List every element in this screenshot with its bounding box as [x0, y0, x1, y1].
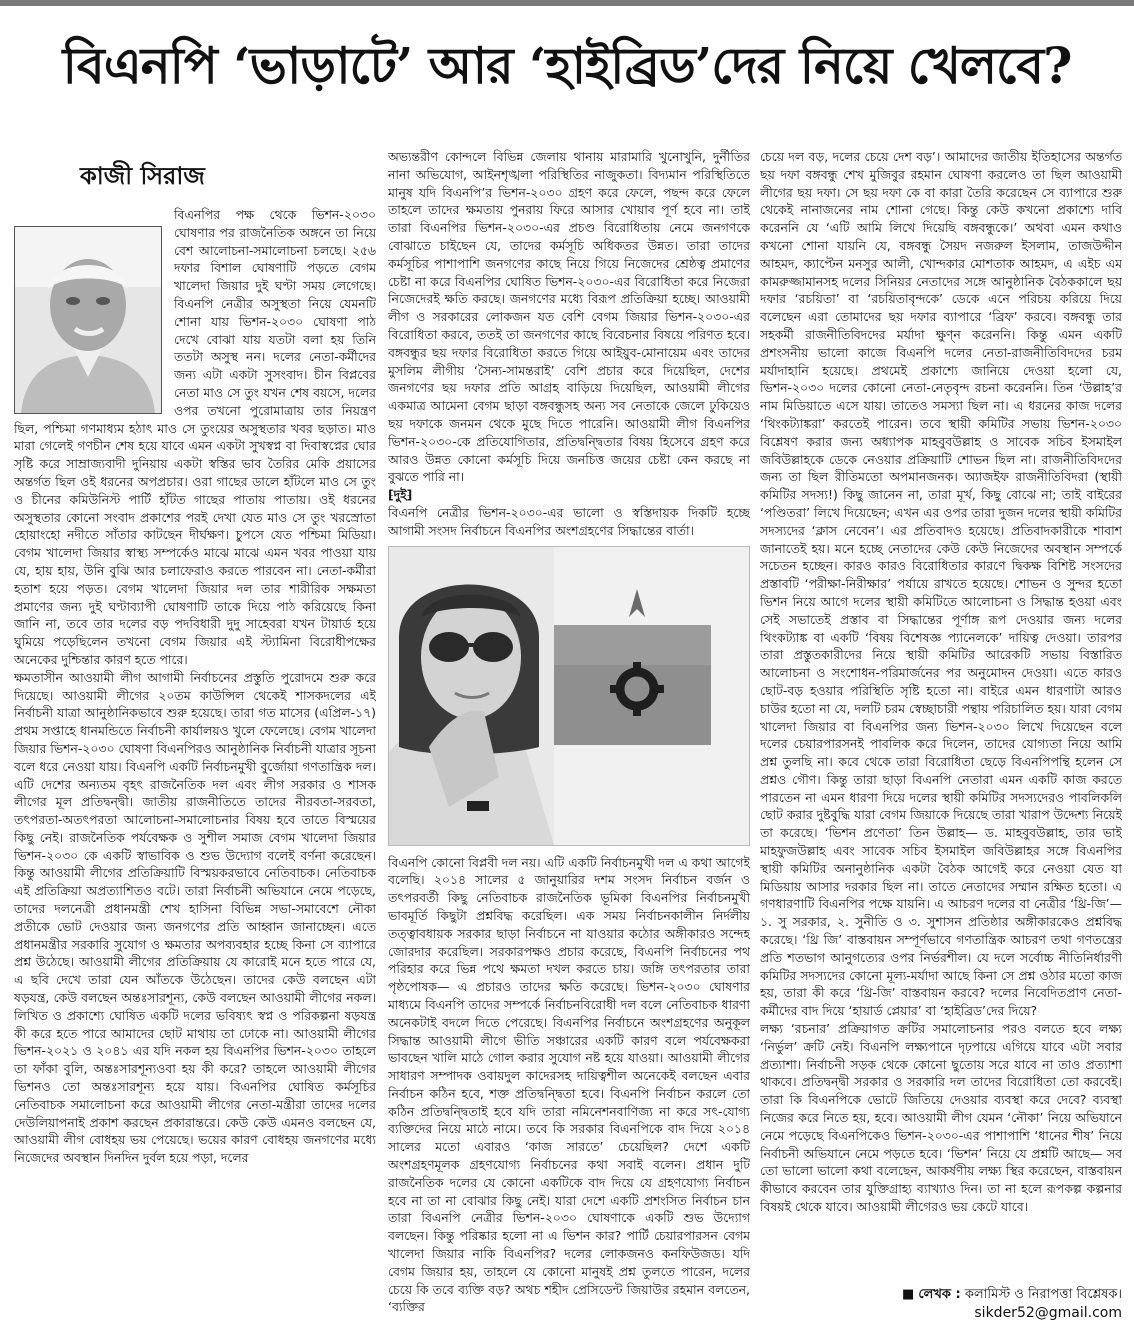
author-email: sikder52@gmail.com: [974, 1305, 1122, 1321]
credit-label: লেখক :: [918, 1287, 961, 1302]
paragraph: বিএনপি নেত্রীর ভিশন-২০৩০-এর ভালো ও স্বস্তিদায়ক দিকটি হচ্ছে আগামী সংসদ নির্বাচনে বিএনপির অংশগ্রহণের সিদ্ধান্তের বার্তা।: [388, 504, 750, 538]
credit-text: কলামিস্ট ও নিরাপত্তা বিশ্লেষক।: [964, 1287, 1122, 1302]
paragraph: লক্ষ্য ‘রচনার’ প্রক্রিয়াগত ক্রটির সমালোচনার পরও বলতে হবে লক্ষ্য ‘নির্ভুল’ ক্রটি নেই। বিএনপি লক্ষ্যপানে দৃঢ়পায়ে এগিয়ে যাবে এটা সবার প্রত্যাশা। নির্বাচনী সড়ক থেকে কোনো ছুতোয় সরে যাবে না তাও প্রত্যাশা থাকবে। প্রতিদ্বন্দ্বী সরকার ও সরকারি দল তাদের বিরোধিতা তো করবেই। তারা কি বিএনপিকে ভোটে জিতিয়ে দেওয়ার ব্যবস্থা করে দেবে? ব্যবস্থা নিজের করে নিতে হয়, হবে। আওয়ামী লীগ যেমন ‘নৌকা’ নিয়ে অভিযানে নেমে পড়েছে বিএনপিকেও ভিশন-২০৩০-এর পাশাপাশি ‘ধানের শীষ’ নিয়ে নির্বাচনী অভিযানে নেমে পড়তে হবে। ‘ভিশন’ নিয়ে যে প্রশ্নটি আছে— সব তো ভালো ভালো কথা বলেছেন, আকর্ষণীয় লক্ষ্য স্থির করেছেন, বাস্তবায়ন কীভাবে করবেন তার যুক্তিগ্রাহ্য ব্যাখ্যাও দিন। তা না হলে রূপকল্প কল্পনার বিষয়ই থেকে যাবে। আওয়ামী লীগেরও ভয় কেটে যাবে।: [760, 1021, 1122, 1215]
paragraph: বিএনপির পক্ষ থেকে ভিশন-২০৩০ ঘোষণার পর রাজনৈতিক অঙ্গনে তা নিয়ে বেশ আলোচনা-সমালোচনা চলছে। ২৫৬ দফার বিশাল ঘোষণাটি পড়তে বেগম খালেদা জিয়ার দুই ঘণ্টা সময় লেগেছে। বিএনপি নেত্রীর অসুস্থতা নিয়ে যেমনটি শোনা যায় ভিশন-২০৩০ ঘোষণা পাঠ দেখে বোঝা যায় যতটা বলা হয় তিনি ততটা অসুস্থ নন। দলের নেতা-কর্মীদের জন্য এটা একটা সুসংবাদ। চীন বিপ্লবের নেতা মাও সে তুং যখন শেষ বয়সে, দলের ওপর তখনো পুরোমাত্রায় তার নিয়ন্ত্রণ ছিল, পশ্চিমা গণমাধ্যম হঠাৎ মাও সে তুংয়ের অসুস্থতার খবর ছড়াত। মাও মারা গেলেই গণচীন শেষ হয়ে যাবে এমন একটা সুখস্বপ্ন বা দিবাস্বপ্নের ঘোর সৃষ্টি করে সাম্রাজ্যবাদী দুনিয়ায় একটা স্বস্তির ভাব তৈরির মেকি প্রয়াসের অন্তর্গত ছিল ওই ধরনের অপপ্রচার। ওরা গাছের ডালে হাঁটলে মাও সে তুং ও চীনের কমিউনিস্ট পার্টি হাঁটত গাছের পাতায় পাতায়। ওই ধরনের অসুস্থতার কোনো সংবাদ প্রকাশের পরই দেখা যেত মাও সে তুং খরস্রোতা হোয়াংহো নদীতে সাঁতার কাটছেন দীর্ঘক্ষণ। চুপসে যেত পশ্চিমা মিডিয়া। বেগম খালেদা জিয়ার স্বাস্থ্য সম্পর্কেও মাঝে মাঝে এমন খবর পাওয়া যায় যে, হায় হায়, উনি বুঝি আর চলাফেরাও করতে পারবেন না। নেতা-কর্মীরা হতাশ হয়ে পড়ত। বেগম খালেদা জিয়ার দল তার শারীরিক সক্ষমতা প্রমাণের জন্য দুই ঘণ্টাব্যাপী ঘোষণাটি তাকে দিয়ে পাঠ করিয়েছে কিনা জানি না, তবে তার দলের বড় পদবিধারী দুদু সাহেবরা যখন টায়ার্ড হয়ে ঘুমিয়ে পড়েছিলেন তখনো বেগম জিয়ার এই স্ট্যামিনা বিরোধীপক্ষের অনেকের দুশ্চিন্তার কারণ হতে পারে।: [14, 207, 376, 667]
portrait-photo-icon: [14, 226, 162, 414]
top-rule: [0, 0, 1134, 6]
byline: কাজী সিরাজ: [80, 161, 205, 190]
article-column-2: [388, 148, 750, 1320]
article-column-1: [14, 148, 376, 1320]
author-credit: [760, 1286, 1122, 1304]
paragraph: অভ্যন্তরীণ কোন্দলে বিভিন্ন জেলায় থানায় মারামারি খুনোখুনি, দুর্নীতির নানা অভিযোগ, আইনশৃঙ্খলা পরিস্থিতির নাজুকতা। বিদ্যমান পরিস্থিতিতে মানুষ যদি বিএনপি’র ভিশন-২০৩০ গ্রহণ করে ফেলে, পছন্দ করে ফেলে তাহলে তাদের ক্ষমতায় পুনরায় ফিরে আসার খোয়াব পূর্ণ হবে না। তাই তারা বিএনপির ভিশন-২০৩০-এর প্রচণ্ড বিরোধিতায় নেমে জনগণকে বোঝাতে চাইছেন যে, তাদের কর্মসূচি অধিকতর উন্নত। তারা তাদের কর্মসূচির পাশাপাশি জনগণের কাছে নিয়ে গিয়ে নিজেদের শ্রেষ্ঠত্ব প্রমাণের চেষ্টা না করে বিএনপির ঘোষিত ভিশন-২০৩০-এর বিরোধিতা করে নিজেরা নিজেদেরই ক্ষতি করছে। জনগণের মধ্যে বিরূপ প্রতিক্রিয়া হচ্ছে। আওয়ামী লীগ ও সরকারের লোকজন যত বেশি বেগম জিয়ার ভিশন-২০৩০-এর বিরোধিতা করবে, ততই তা জনগণের কাছে বিবেচনার বিষয়ে পরিণত হবে। বঙ্গবন্ধুর ছয় দফার বিরোধিতা করতে গিয়ে আইয়ুব-মোনায়েম এবং তাদের মুসলিম লীগীয় ‘সৈন্য-সামন্তরাই’ বেশি প্রচার করে দিয়েছিল, দেশের জনগণের ছয় দফার প্রতি আগ্রহ বাড়িয়ে দিয়েছিল, আওয়ামী লীগের একমাত্র আমেনা বেগম ছাড়া বঙ্গবন্ধুসহ অন্য সব নেতাকে জেলে ঢুকিয়েও ছয় দফাকে জনমন থেকে মুছে দিতে পারেনি। আওয়ামী লীগ বিএনপির ভিশন-২০৩০-কে প্রতিযোগিতার, প্রতিদ্বন্দ্বিতার বিষয় হিসেবে গ্রহণ করে আরও উন্নত কোনো কর্মসূচি দিয়ে জনচিত্ত জয়ের চেষ্টা কেন করছে না বুঝতে পারি না।: [388, 149, 750, 485]
section-marker: ⁅দুই⁆: [388, 487, 413, 503]
section-marker-text: দুই: [393, 487, 407, 503]
paragraph: চেয়ে দল বড়, দলের চেয়ে দেশ বড়’। আমাদের জাতীয় ইতিহাসের অন্তর্গত ছয় দফা বঙ্গবন্ধু শেখ মুজিবুর রহমান ঘোষণা করলেও তা ছিল আওয়ামী লীগের ছয় দফা। সে ছয় দফা কে বা কারা তৈরি করেছেন সে ব্যাপারে শুরু থেকেই নানাজনের নাম শোনা গেছে। কিন্তু কেউ কখনো প্রকাশ্যে দাবি করেননি যে ‘এটি আমি লিখে দিয়েছি বঙ্গবন্ধুকে।’ অথবা এমন কথাও কখনো শোনা যায়নি যে, বঙ্গবন্ধু সৈয়দ নজরুল ইসলাম, তাজউদ্দীন আহমদ, ক্যাপ্টেন মনসুর আলী, খোন্দকার মোশতাক আহমদ, এ এইচ এম কামরুজ্জামানসহ দলের সিনিয়র নেতাদের সঙ্গে আনুষ্ঠানিক বৈঠককালে ছয় দফার ‘রচয়িতা’ বা ‘রচয়িতাবৃন্দকে’ ডেকে এনে পরিচয় করিয়ে দিয়ে বলেছেন এরা তোমাদের ছয় দফার ব্যাপারে ‘ব্রিফ’ করবে। বঙ্গবন্ধু তার সহকর্মী রাজনীতিবিদদের মর্যাদা ক্ষুণ্ন করেননি। কিন্তু এমন একটি প্রশংসনীয় ভালো কাজে বিএনপি দলের নেতা-রাজনীতিবিদদের চরম মর্যাদাহানি হয়েছে। প্রথমেই প্রকাশ্যে জানিয়ে দেওয়া হলো যে, ভিশন-২০৩০ দলের কোনো নেতা-নেতৃবৃন্দ রচনা করেননি। তিন ‘উল্লাহ’র নাম মিডিয়াতে এসে যায়। তাতেও সমস্যা ছিল না। এ ধরনের কাজ দলের ‘থিংকট্যাঙ্করা’ করতেই পারেন। তবে স্থায়ী কমিটির সভায় ভিশন-২০৩০ বিশ্লেষণ করার জন্য অধ্যাপক মাহবুবউল্লাহ ও সাবেক সচিব ইসমাইল জবিউল্লাহকে ডেকে নেওয়ার প্রক্রিয়াটি শোভন ছিল না। রাজনীতিবিদদের জন্য তা ছিল রীতিমতো অপমানজনক। অ্যাজইফ রাজনীতিবিদরা (স্থায়ী কমিটির সদস্য!) কিছু জানেন না, তারা মূর্খ, কিছু বোঝে না; তাই বাইরের ‘পণ্ডিতরা’ লিখে দিয়েছেন; এখন এর ওপর তারা দুজন দলের স্থায়ী কমিটির সদস্যদের ‘ক্লাস নেবেন’। এর প্রতিবাদও হয়েছে। প্রতিবাদকারীকে শাবাশ জানাতেই হয়। মনে হচ্ছে নেতাদের কেউ কেউ নিজেদের অবস্থান সম্পর্কে সচেতন হচ্ছেন। কারও কারও বিরোধিতার কারণে দ্বিকক্ষ বিশিষ্ট সংসদের প্রস্তাবটি ‘পরীক্ষা-নিরীক্ষার’ পর্যায়ে রাখতে হয়েছে। শোভন ও সুন্দর হতো ভিশন নিয়ে আগে দলের স্থায়ী কমিটিতে আলোচনা ও সিদ্ধান্ত হওয়া এবং সেই সভাতেই প্রস্তাব বা সিদ্ধান্তের পূর্ণাঙ্গ রূপ দেওয়ার জন্য দলের থিংকট্যাঙ্ক বা একটি ‘বিষয় বিশেষজ্ঞ প্যানেলকে’ দায়িত্ব দেওয়া। তারপর তারা প্রস্তুতকারীদের নিয়ে স্থায়ী কমিটির আরেকটি সভায় বিস্তারিত আলোচনা ও সংশোধন-পরিমার্জনের পর অনুমোদন দেওয়া। এতে কারও ছোট-বড় হওয়ার পরিস্থিতি সৃষ্টি হতো না। বাইরে এমন ধারণাটা আরও চাউর হতো না যে, দলটি চরম স্বেচ্ছাচারী পন্থায় পরিচালিত হয়। যারা বেগম খালেদা জিয়ার বা বিএনপির জন্য ভিশন-২০৩০ লিখে দিয়েছেন বলে দলের চেয়ারপারসনই পাবলিক করে দিলেন, তাদের যোগ্যতা নিয়ে আমি প্রশ্ন তুলছি না। কবে থেকে তারা বিরোধিতা ছেড়ে বিএনপিপন্থি হলেন সে প্রশ্নও গৌণ। কিন্তু তারা ছাড়া বিএনপি নেতারা এমন একটি কাজ করতে পারতেন না এমন ধারণা দিয়ে দলের স্থায়ী কমিটির সদস্যদেরও পাবলিকলি ছোট করার দুষ্টবুদ্ধি যারা বেগম জিয়াকে দিয়েছে তারা খারাপ উদ্দেশ্য নিয়েই তা করেছে। ‘ভিশন প্রণেতা’ তিন উল্লাহ— ড. মাহবুবউল্লাহ, তার ভাই মাহফুজউল্লাহ এবং সাবেক সচিব ইসমাইল জবিউল্লাহর সঙ্গে বিএনপির স্থায়ী কমিটির অনানুষ্ঠানিক একটা বৈঠক আগেই করে নেওয়া যেত যা মিডিয়ায় আসার দরকার ছিল না। তাতে নেতাদের সম্মান রক্ষিত হতো। এ গণধারণাটি বিএনপির পক্ষে যায়নি। এ আচরণ দলের বা নেত্রীর ‘থ্রি-জি’— ১. সু সরকার, ২. সুনীতি ও ৩. সুশাসন প্রতিষ্ঠার অঙ্গীকারকেও প্রশ্নবিদ্ধ করেছে। ‘থ্রি জি’ বাস্তবায়ন সম্পূর্ণভাবে গণতান্ত্রিক আচরণ তথা গণতন্ত্রের প্রতি শতভাগ আনুগত্যের ওপর নির্ভরশীল। যে দলে সর্বোচ্চ নীতিনির্ধারণী কমিটির সদস্যদের কোনো মূল্য-মর্যাদা আছে কিনা সে প্রশ্ন ওঠার মতো কাজ হয়, তারা কী করে ‘থ্রি-জি’ বাস্তবায়ন করবে? দলের নিবেদিতপ্রাণ নেতা-কর্মীদের বাদ দিয়ে ‘হায়ার্ড প্লেয়ার’ বা ‘হাইব্রিড’দের দিয়ে?: [760, 149, 1122, 1019]
portrait-with-flag-photo-icon: [388, 546, 750, 846]
headline: বিএনপি ‘ভাড়াটে’ আর ‘হাইব্রিড’দের নিয়ে খেলবে?: [62, 36, 1072, 95]
paragraph: ক্ষমতাসীন আওয়ামী লীগ আগামী নির্বাচনের প্রস্তুতি পুরোদমে শুরু করে দিয়েছে। আওয়ামী লীগের ২০তম কাউন্সিল থেকেই শাসকদলের এই নির্বাচনী যাত্রা আনুষ্ঠানিকভাবে শুরু হয়েছে। তারা গত মাসের (এপ্রিল-১৭) প্রথম সপ্তাহে ধানমন্ডিতে নির্বাচনী কার্যালয়ও খুলে ফেলেছে। বেগম খালেদা জিয়ার ভিশন-২০৩০ ঘোষণা বিএনপিরও আনুষ্ঠানিক নির্বাচনী যাত্রার সূচনা বলে ধরে নেওয়া যায়। বিএনপি একটি নির্বাচনমুখী বুর্জোয়া গণতান্ত্রিক দল। এটি দেশের অন্যতম বৃহৎ রাজনৈতিক দল এবং লীগ সরকার ও শাসক লীগের মূল প্রতিদ্বন্দ্বী। জাতীয় রাজনীতিতে তাদের নীরবতা-সরবতা, তৎপরতা-অতৎপরতা আলোচনা-সমালোচনার বিষয় হবে তাতে বিস্ময়ের কিছু নেই। রাজনৈতিক পর্যবেক্ষক ও সুশীল সমাজ বেগম খালেদা জিয়ার ভিশন-২০৩০ কে একটি স্বাভাবিক ও শুভ উদ্যোগ বলেই বর্ণনা করেছেন। কিন্তু আওয়ামী লীগের প্রতিক্রিয়াটি বিস্ময়করভাবে নেতিবাচক। নেতিবাচক এই প্রতিক্রিয়া অপ্রত্যাশিতও বটে। তারা নির্বাচনী অভিযানে নেমে পড়েছে, তাদের দলনেত্রী প্রধানমন্ত্রী শেখ হাসিনা বিভিন্ন সভা-সমাবেশে নৌকা প্রতীকে ভোট দেওয়ার জন্য জনগণের প্রতি আহ্বান জানাচ্ছেন। এতে প্রধানমন্ত্রীর সরকারি সুযোগ ও ক্ষমতার অপব্যবহার হচ্ছে কিনা সে ব্যাপারে প্রশ্ন উঠেছে। আওয়ামী লীগের প্রতিক্রিয়ায় যে কারোই মনে হতে পারে যে, এ ছবি দেখে তারা যেন আঁতকে উঠেছেন। তাদের কেউ বলছেন এটা ষড়যন্ত্র, কেউ বলছেন অন্তঃসারশূন্য, কেউ বলছেন আওয়ামী লীগের নকল। লিখিত ও প্রকাশ্যে ঘোষিত একটি দলের ভবিষ্যৎ স্বপ্ন ও পরিকল্পনা ষড়যন্ত্র কী করে হতে পারে আমাদের ছোট মাথায় তা ঢোকে না। আওয়ামী লীগের ভিশন-২০২১ ও ২০৪১ এর যদি নকল হয় বিএনপির ভিশন-২০৩০ তাহলে তা ফাঁকা বুলি, অন্তঃসারশূন্যওবা হয় কী করে? তাহলে আওয়ামী লীগের ভিশনও তো অন্তঃসারশূন্য হয়ে যায়। বিএনপির ঘোষিত কর্মসূচির নেতিবাচক সমালোচনা করে আওয়ামী লীগের নেতা-মন্ত্রীরা তাদের দলের দেউলিয়াপনাই প্রকাশ করছেন প্রকারান্তরে। কেউ কেউ এমনও বলছেন যে, আওয়ামী লীগ বোধহয় ভয় পেয়েছে। ভয়ের কারণ বোধহয় জনগণের মধ্যে নিজেদের অবস্থান দিনদিন দুর্বল হয়ে পড়া, দলের: [14, 669, 376, 1166]
portrait-with-flag-photo-icon-graphic: [389, 547, 749, 845]
portrait-photo-icon-graphic: [15, 227, 161, 413]
credit-marker: ■: [901, 1287, 915, 1302]
article-column-3: [760, 148, 1122, 1283]
paragraph: বিএনপি কোনো বিপ্লবী দল নয়। এটি একটি নির্বাচনমুখী দল এ কথা আগেই বলেছি। ২০১৪ সালের ৫ জানুয়ারির দশম সংসদ নির্বাচন বর্জন ও তৎপরবর্তী কিছু নেতিবাচক রাজনৈতিক ভূমিকা বিএনপির নির্বাচনমুখী ভাবমূর্তি কিছুটা প্রশ্নবিদ্ধ করেছিল। এক সময় নির্বাচনকালীন নির্দলীয় তত্ত্বাবধায়ক সরকার ছাড়া নির্বাচনে না যাওয়ার কঠোর অঙ্গীকারও সন্দেহ জোরদার করেছিল। সরকারপক্ষও প্রচার করেছে, বিএনপি নির্বাচনের পথ পরিহার করে ভিন্ন পথে ক্ষমতা দখল করতে চায়। জঙ্গি তৎপরতার তারা পৃষ্ঠপোষক— এ প্রচারও তাদের ক্ষতি করেছে। ভিশন-২০৩০ ঘোষণার মাধ্যমে বিএনপি তাদের সম্পর্কে নির্বাচনবিরোধী দল বলে নেতিবাচক ধারণা অনেকটাই বদলে দিতে পেরেছে। বিএনপির নির্বাচনে অংশগ্রহণের অনুকূল সিদ্ধান্ত আওয়ামী লীগে ভীতি সঞ্চারের একটি কারণ বলে পর্যবেক্ষকরা ভাবছেন খালি মাঠে গোল করার সুযোগ নষ্ট হয়ে যাওয়া। আওয়ামী লীগের সাধারণ সম্পাদক ওবায়দুল কাদেরসহ দায়িত্বশীল অনেকেই বলছেন এবার নির্বাচন কঠিন হবে, শক্ত প্রতিদ্বন্দ্বিতা হবে। বিএনপি নির্বাচন করলে তো কঠিন প্রতিদ্বন্দ্বিতাই হবে যদি তারা নমিনেশনবাণিজ্য না করে সৎ-যোগ্য ব্যক্তিদের নিয়ে মাঠে নামে। তবে কি সরকার বিএনপিকে বাদ দিয়ে ২০১৪ সালের মতো এবারও ‘কাজ সারতে’ চেয়েছিল? দেশে একটি অংশগ্রহণমূলক গ্রহণযোগ্য নির্বাচনের কথা সবাই বলেন। প্রধান দুটি রাজনৈতিক দলের যে কোনো একটিকে বাদ দিয়ে যে গ্রহণযোগ্য নির্বাচন হবে না তা না বোঝার কিছু নেই। যারা দেশে একটি প্রশংসিত নির্বাচন চান তারা বিএনপি নেত্রীর ভিশন-২০৩০ ঘোষণাকে একটি শুভ উদ্যোগ বলছেন। কিন্তু পরিষ্কার হলো না এ ভিশন কার? পার্টি চেয়ারপারসন বেগম খালেদা জিয়ার নাকি বিএনপির? দলের লোকজনও কনফিউজড। যদি বেগম জিয়ার হয়, তাহলে যে কোনো মানুষই প্রশ্ন তুলতে পারেন, দলের চেয়ে কি তবে ব্যক্তি বড়? অথচ শহীদ প্রেসিডেন্ট জিয়াউর রহমান বলতেন, ‘ব্যক্তির: [388, 854, 750, 1315]
